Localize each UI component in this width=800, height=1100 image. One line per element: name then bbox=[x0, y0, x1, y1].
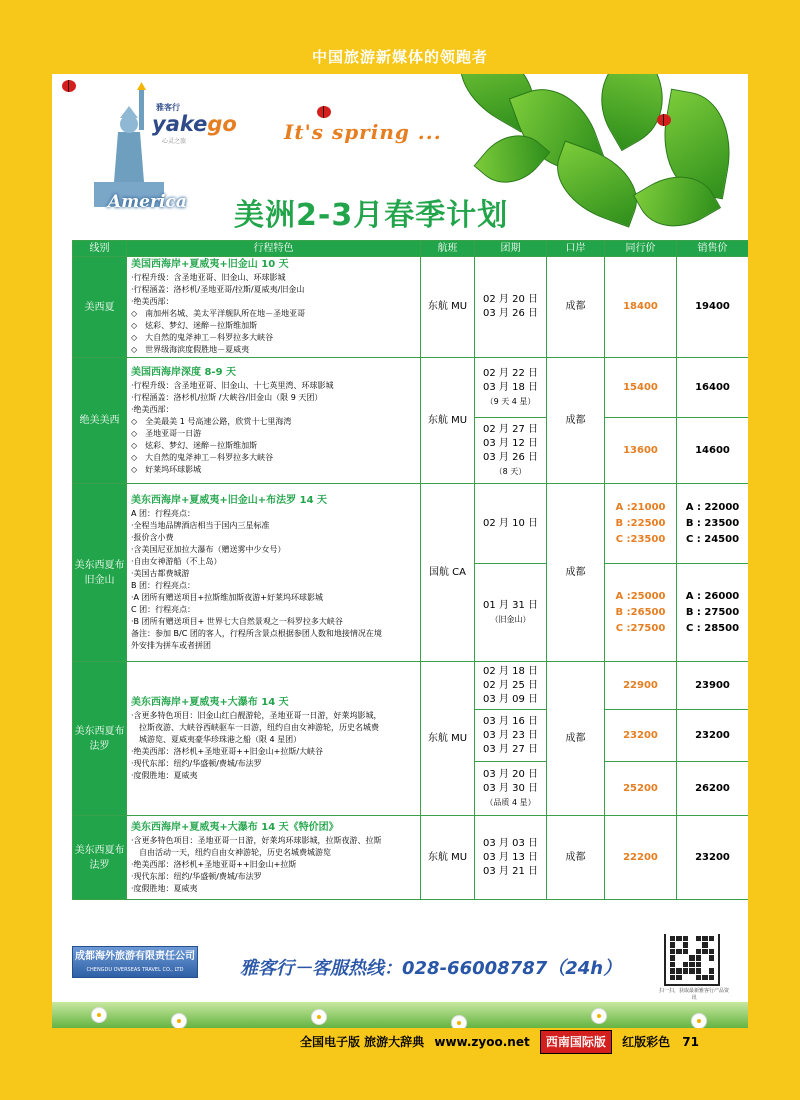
price-line: A : 26000 bbox=[685, 590, 740, 602]
column-header: 销售价 bbox=[677, 241, 749, 257]
line-name: 美东西夏布法罗 bbox=[73, 816, 127, 900]
hotline-text: 雅客行－客服热线：028-66008787（24h） bbox=[240, 958, 622, 979]
feature-line: C 团：行程亮点： bbox=[131, 604, 196, 614]
grass-decoration bbox=[52, 1002, 748, 1028]
departure-dates bbox=[475, 816, 547, 900]
date-line: 01 月 31 日 bbox=[483, 599, 538, 611]
departure-dates bbox=[475, 358, 547, 418]
feature-line: ◇ 炫彩、梦幻、迷醉－拉斯维加斯 bbox=[131, 321, 258, 330]
date-line: 02 月 22 日 bbox=[483, 367, 538, 379]
feature-line: ·度假胜地：夏威夷 bbox=[131, 770, 198, 780]
date-line: 03 月 30 日 bbox=[483, 782, 538, 794]
date-line: 03 月 23 日 bbox=[483, 729, 538, 741]
date-line: 03 月 26 日 bbox=[483, 451, 538, 463]
feature-line: 拉斯夜游、大峡谷西峡驱车一日游，纽约自由女神游轮，历史名城费 bbox=[131, 722, 379, 732]
table-row bbox=[73, 816, 749, 900]
yakego-logo bbox=[152, 98, 242, 144]
daisy-icon bbox=[172, 1014, 186, 1028]
feature-line: ◇ 圣地亚哥一日游 bbox=[131, 428, 202, 438]
ladybug-icon bbox=[317, 106, 331, 118]
feature-line: ·B 团所有赠送项目+ 世界七大自然景观之一科罗拉多大峡谷 bbox=[131, 616, 343, 626]
daisy-icon bbox=[592, 1009, 606, 1023]
company-logo bbox=[72, 946, 198, 978]
feature-line: B 团：行程亮点： bbox=[131, 580, 196, 590]
feature-line: ·行程涵盖：洛杉机/拉斯 /大峡谷/旧金山（限 9 天团） bbox=[131, 392, 323, 402]
page-number: 71 bbox=[682, 1035, 699, 1049]
feature-line: ◇ 好莱坞环球影城 bbox=[131, 464, 202, 474]
route-title: 美东西海岸+夏威夷+大瀑布 14 天《特价团》 bbox=[131, 821, 339, 833]
logo-en-a: yake bbox=[152, 112, 208, 136]
column-header: 口岸 bbox=[547, 241, 605, 257]
price-line: B :22500 bbox=[615, 517, 666, 529]
sale-price: 14600 bbox=[677, 418, 749, 484]
column-header: 同行价 bbox=[605, 241, 677, 257]
flight: 东航 MU bbox=[421, 662, 475, 816]
peer-price: 15400 bbox=[605, 358, 677, 418]
column-header: 团期 bbox=[475, 241, 547, 257]
price-line: C : 28500 bbox=[685, 622, 740, 634]
header-banner bbox=[52, 74, 748, 240]
feature-line: A 团：行程亮点： bbox=[131, 508, 196, 518]
departure-port: 成都 bbox=[547, 257, 605, 358]
departure-dates bbox=[475, 710, 547, 762]
peer-price: 13600 bbox=[605, 418, 677, 484]
feature-line: ·绝美西部： bbox=[131, 297, 174, 306]
route-title: 美东西海岸+夏威夷+旧金山+布法罗 14 天 bbox=[131, 494, 328, 506]
bottom-right-text: 红版彩色 bbox=[622, 1035, 671, 1049]
departure-dates bbox=[475, 257, 547, 358]
feature-line: 外安排为拼车或者拼团 bbox=[131, 640, 211, 650]
company-name-en: CHENGDU OVERSEAS TRAVEL CO., LTD bbox=[86, 967, 184, 973]
sale-price: 16400 bbox=[677, 358, 749, 418]
itinerary-features bbox=[127, 662, 421, 816]
feature-line: ·现代东部：纽约/华盛顿/费城/布法罗 bbox=[131, 758, 262, 768]
price-line: A : 22000 bbox=[685, 501, 740, 513]
itinerary-features bbox=[127, 257, 421, 358]
date-line: 03 月 13 日 bbox=[483, 851, 538, 863]
feature-line: ·现代东部：纽约/华盛顿/费城/布法罗 bbox=[131, 871, 262, 881]
column-header: 线别 bbox=[73, 241, 127, 257]
logo-cn-text: 雅客行 bbox=[156, 103, 180, 112]
daisy-icon bbox=[92, 1008, 106, 1022]
departure-dates bbox=[475, 564, 547, 662]
feature-line: 备注：参加 B/C 团的客人，行程所含景点根据参团人数和地接情况在境 bbox=[131, 628, 382, 638]
peer-price bbox=[605, 564, 677, 662]
price-line: C :27500 bbox=[615, 622, 666, 634]
table-row bbox=[73, 662, 749, 710]
feature-line: ◇ 全美最美 1 号高速公路，欣赏十七里海湾 bbox=[131, 416, 292, 426]
date-line: 02 月 27 日 bbox=[483, 423, 538, 435]
feature-line: ◇ 南加州名城、美太平洋舰队所在地－圣地亚哥 bbox=[131, 309, 306, 318]
date-line: （旧金山） bbox=[490, 614, 531, 624]
feature-line: ◇ 大自然的鬼斧神工－科罗拉多大峡谷 bbox=[131, 333, 274, 342]
peer-price: 22900 bbox=[605, 662, 677, 710]
feature-line: ·含美国尼亚加拉大瀑布（赠送雾中少女号） bbox=[131, 544, 286, 554]
price-line: C : 24500 bbox=[685, 533, 740, 545]
line-name: 美东西夏布旧金山 bbox=[73, 484, 127, 662]
feature-line: ·绝美西部：洛杉机+圣地亚哥++旧金山+拉斯 bbox=[131, 859, 297, 869]
column-header: 航班 bbox=[421, 241, 475, 257]
ladybug-icon bbox=[62, 80, 76, 92]
peer-price: 25200 bbox=[605, 762, 677, 816]
feature-line: ·绝美西部：洛杉机+圣地亚哥++旧金山+拉斯/大峡谷 bbox=[131, 746, 324, 756]
price-line: A :25000 bbox=[615, 590, 666, 602]
feature-line: ·全程当地品牌酒店相当于国内三星标准 bbox=[131, 520, 270, 530]
price-line: B : 23500 bbox=[685, 517, 740, 529]
footer bbox=[52, 934, 748, 1028]
leaf-decoration bbox=[544, 140, 649, 227]
sale-price: 26200 bbox=[677, 762, 749, 816]
peer-price bbox=[605, 484, 677, 564]
feature-line: ·含更多特色项目：旧金山红白靓游轮，圣地亚哥一日游，好莱坞影城， bbox=[131, 710, 382, 720]
date-line: 03 月 27 日 bbox=[483, 743, 538, 755]
daisy-icon bbox=[312, 1010, 326, 1024]
sale-price: 23900 bbox=[677, 662, 749, 710]
itinerary-features bbox=[127, 816, 421, 900]
date-line: （9 天 4 星） bbox=[485, 396, 536, 406]
departure-dates bbox=[475, 418, 547, 484]
peer-price: 23200 bbox=[605, 710, 677, 762]
feature-line: 自由活动一天，纽约自由女神游轮，历史名城费城游览 bbox=[131, 847, 331, 857]
sale-price bbox=[677, 484, 749, 564]
route-title: 美东西海岸+夏威夷+大瀑布 14 天 bbox=[131, 696, 289, 708]
table-row bbox=[73, 257, 749, 358]
spring-slogan: It's spring ... bbox=[284, 120, 442, 144]
company-name-cn: 成都海外旅游有限责任公司 bbox=[75, 951, 195, 962]
table-row bbox=[73, 484, 749, 564]
daisy-icon bbox=[692, 1014, 706, 1028]
price-line: C :23500 bbox=[615, 533, 666, 545]
feature-line: ·度假胜地：夏威夷 bbox=[131, 883, 198, 893]
date-line: 02 月 10 日 bbox=[483, 517, 538, 529]
date-line: 03 月 09 日 bbox=[483, 693, 538, 705]
sale-price: 19400 bbox=[677, 257, 749, 358]
feature-line: ·A 团所有赠送项目+拉斯维加斯夜游+好莱坞环球影城 bbox=[131, 592, 323, 602]
feature-line: ◇ 炫彩、梦幻、迷醉－拉斯维加斯 bbox=[131, 440, 258, 450]
feature-line: ◇ 世界级海滨度假胜地－夏威夷 bbox=[131, 345, 250, 354]
line-name: 绝美美西 bbox=[73, 358, 127, 484]
feature-line: ·行程升级：含圣地亚哥、旧金山、环球影城 bbox=[131, 273, 286, 282]
flight: 东航 MU bbox=[421, 257, 475, 358]
price-line: A :21000 bbox=[615, 501, 666, 513]
departure-port: 成都 bbox=[547, 816, 605, 900]
date-line: 03 月 03 日 bbox=[483, 837, 538, 849]
departure-dates bbox=[475, 662, 547, 710]
line-name: 美东西夏布法罗 bbox=[73, 662, 127, 816]
date-line: 02 月 18 日 bbox=[483, 665, 538, 677]
peer-price: 22200 bbox=[605, 816, 677, 900]
column-header: 行程特色 bbox=[127, 241, 421, 257]
itinerary-table bbox=[72, 240, 748, 900]
america-label: America bbox=[108, 192, 187, 212]
departure-port: 成都 bbox=[547, 662, 605, 816]
flight: 东航 MU bbox=[421, 358, 475, 484]
date-line: 03 月 12 日 bbox=[483, 437, 538, 449]
page-title: 美洲2-3月春季计划 bbox=[234, 198, 509, 233]
ladybug-icon bbox=[657, 114, 671, 126]
feature-line: ·自由女神游船（不上岛） bbox=[131, 556, 222, 566]
daisy-icon bbox=[452, 1016, 466, 1028]
brochure-sheet bbox=[52, 74, 748, 1028]
feature-line: ·报价含小费 bbox=[131, 532, 174, 542]
price-line: B :26500 bbox=[615, 606, 666, 618]
edition-badge: 西南国际版 bbox=[540, 1030, 612, 1054]
feature-line: ·行程涵盖：洛杉机/圣地亚哥/拉斯/夏威夷/旧金山 bbox=[131, 285, 305, 294]
qr-code-icon[interactable] bbox=[664, 934, 720, 986]
itinerary-features bbox=[127, 358, 421, 484]
qr-caption: 扫一扫，获取最新雅客行产品资讯 bbox=[658, 988, 729, 1001]
date-line: 03 月 21 日 bbox=[483, 865, 538, 877]
bottom-banner bbox=[300, 1030, 760, 1052]
logo-en-b: go bbox=[207, 112, 237, 136]
date-line: 02 月 25 日 bbox=[483, 679, 538, 691]
itinerary-features bbox=[127, 484, 421, 662]
route-title: 美国西海岸深度 8-9 天 bbox=[131, 366, 237, 378]
flight: 国航 CA bbox=[421, 484, 475, 662]
departure-port: 成都 bbox=[547, 484, 605, 662]
departure-dates bbox=[475, 484, 547, 564]
date-line: 02 月 20 日 bbox=[483, 294, 538, 305]
sale-price bbox=[677, 564, 749, 662]
date-line: 03 月 26 日 bbox=[483, 308, 538, 319]
tagline: 中国旅游新媒体的领跑者 bbox=[311, 48, 488, 66]
logo-en-text bbox=[152, 112, 237, 136]
sale-price: 23200 bbox=[677, 710, 749, 762]
feature-line: ·含更多特色项目：圣地亚哥一日游，好莱坞环球影城，拉斯夜游、拉斯 bbox=[131, 835, 382, 845]
date-line: 03 月 16 日 bbox=[483, 715, 538, 727]
date-line: 03 月 18 日 bbox=[483, 381, 538, 393]
price-line: B : 27500 bbox=[685, 606, 740, 618]
feature-line: 城游览、夏威夷豪华珍珠港之船（限 4 星团） bbox=[131, 734, 302, 744]
flight: 东航 MU bbox=[421, 816, 475, 900]
line-name: 美西夏 bbox=[73, 257, 127, 358]
sale-price: 23200 bbox=[677, 816, 749, 900]
table-header-row bbox=[73, 241, 749, 257]
feature-line: ·行程升级：含圣地亚哥、旧金山、十七英里湾、环球影城 bbox=[131, 380, 334, 390]
website-link[interactable]: www.zyoo.net bbox=[434, 1035, 530, 1049]
feature-line: ◇ 大自然的鬼斧神工－科罗拉多大峡谷 bbox=[131, 452, 274, 462]
feature-line: ·美国古都费城游 bbox=[131, 568, 190, 578]
bottom-left-text: 全国电子版 旅游大辞典 bbox=[300, 1035, 425, 1049]
route-title: 美国西海岸+夏威夷+旧金山 10 天 bbox=[131, 259, 289, 270]
feature-line: ·绝美西部： bbox=[131, 404, 174, 414]
logo-sub-text: 心灵之旅 bbox=[162, 138, 187, 145]
departure-port: 成都 bbox=[547, 358, 605, 484]
table-row bbox=[73, 358, 749, 418]
peer-price: 18400 bbox=[605, 257, 677, 358]
departure-dates bbox=[475, 762, 547, 816]
date-line: （品质 4 星） bbox=[485, 797, 536, 807]
date-line: 03 月 20 日 bbox=[483, 768, 538, 780]
date-line: （8 天） bbox=[494, 466, 527, 476]
